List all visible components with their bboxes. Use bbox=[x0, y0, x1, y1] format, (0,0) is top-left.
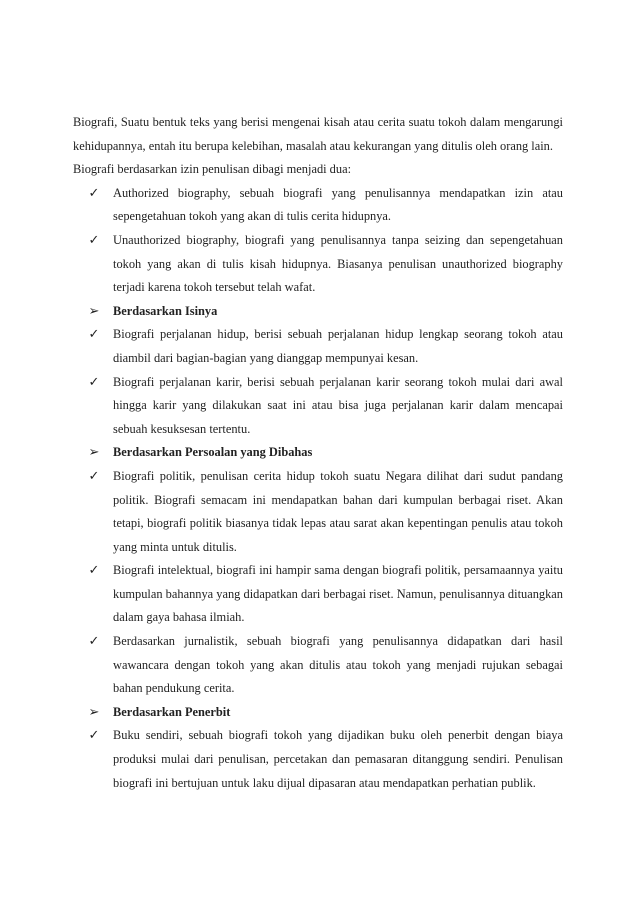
document-body bbox=[73, 111, 563, 795]
section-heading-text: Berdasarkan Persoalan yang Dibahas bbox=[113, 445, 313, 460]
bullet-list bbox=[73, 182, 563, 795]
list-item-text: Buku sendiri, sebuah biografi tokoh yang dijadikan buku oleh penerbit dengan biaya produksi mulai dari penulisan, percetakan dan pemasaran ditanggung sendiri. Penulisan biografi ini bertujuan untuk laku dijual dipasaran atau mendapatkan perhatian publik. bbox=[113, 728, 563, 790]
list-item bbox=[73, 465, 563, 559]
list-item-text: Biografi perjalanan hidup, berisi sebuah perjalanan hidup lengkap seorang tokoh atau diambil dari bagian-bagian yang dianggap mempunyai kesan. bbox=[113, 327, 563, 365]
list-item bbox=[73, 630, 563, 701]
section-heading bbox=[73, 701, 563, 725]
list-item bbox=[73, 724, 563, 795]
list-item-text: Authorized biography, sebuah biografi yang penulisannya mendapatkan izin atau sepengetahuan tokoh yang akan di tulis cerita hidupnya. bbox=[113, 185, 563, 224]
list-item-text: Berdasarkan jurnalistik, sebuah biografi yang penulisannya didapatkan dari hasil wawancara dengan tokoh yang akan ditulis atau tokoh yang menjadi rujukan sebagai bahan pendukung cerita. bbox=[113, 634, 563, 696]
list-item-text: Unauthorized biography, biografi yang penulisannya tanpa seizing dan sepengetahuan tokoh yang akan di tulis kisah hidupnya. Biasanya penulisan unauthorized biography terjadi karena tokoh tersebut telah wafat. bbox=[113, 232, 563, 295]
list-item bbox=[73, 182, 563, 229]
section-heading-text: Berdasarkan Isinya bbox=[113, 303, 218, 318]
intro-paragraph: Biografi, Suatu bentuk teks yang berisi mengenai kisah atau cerita suatu tokoh dalam mengarungi kehidupannya, entah itu berupa kelebihan, masalah atau kekurangan yang ditulis oleh orang lain. bbox=[73, 115, 563, 153]
list-item-text: Biografi perjalanan karir, berisi sebuah perjalanan karir seorang tokoh mulai dari awal hingga karir yang dilakukan saat ini atau bisa juga perjalanan karir dalam mencapai sebuah kesuksesan tertentu. bbox=[113, 374, 563, 436]
check-icon: ✓ bbox=[88, 327, 100, 343]
list-item bbox=[73, 559, 563, 630]
section-heading bbox=[73, 300, 563, 324]
section-heading-text: Berdasarkan Penerbit bbox=[113, 704, 231, 719]
check-icon: ✓ bbox=[88, 232, 100, 248]
list-item bbox=[73, 371, 563, 442]
intro-lead-in: Biografi berdasarkan izin penulisan dibagi menjadi dua: bbox=[73, 162, 352, 177]
list-item bbox=[73, 323, 563, 370]
check-icon: ✓ bbox=[88, 185, 100, 201]
list-item bbox=[73, 229, 563, 300]
check-icon: ✓ bbox=[88, 374, 100, 390]
arrow-bullet-icon: ➢ bbox=[88, 704, 100, 720]
check-icon: ✓ bbox=[88, 468, 100, 484]
arrow-bullet-icon: ➢ bbox=[88, 445, 100, 461]
check-icon: ✓ bbox=[88, 728, 100, 744]
list-item-text: Biografi intelektual, biografi ini hampir sama dengan biografi politik, persamaannya yaitu kumpulan bahannya yang didapatkan dari berbagai riset. Namun, penulisannya dituangkan dalam gaya bahasa ilmiah. bbox=[113, 563, 563, 625]
check-icon: ✓ bbox=[88, 634, 100, 650]
section-heading bbox=[73, 441, 563, 465]
check-icon: ✓ bbox=[88, 563, 100, 579]
list-item-text: Biografi politik, penulisan cerita hidup tokoh suatu Negara dilihat dari sudut pandang politik. Biografi semacam ini mendapatkan bahan dari kumpulan berbagai riset. Akan tetapi, biografi politik biasanya tidak lepas atau sarat akan kepentingan penulis atau tokoh yang minta untuk ditulis. bbox=[113, 468, 563, 554]
arrow-bullet-icon: ➢ bbox=[88, 303, 100, 319]
